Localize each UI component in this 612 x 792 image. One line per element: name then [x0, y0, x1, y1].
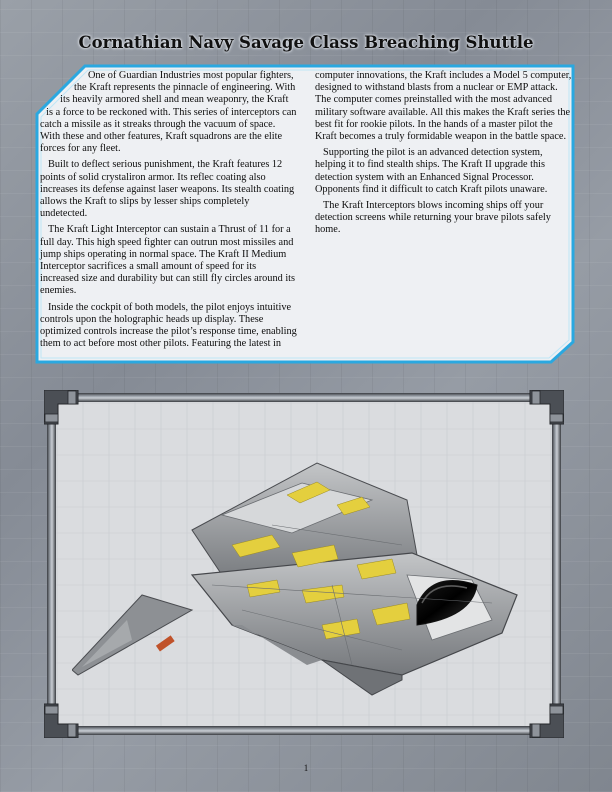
article-paragraph: The Kraft Light Interceptor can sustain a Thrust of 11 for a full day. This high speed fighter can outrun most missiles and jump ships operating in normal space. The Kraft II Medium Interceptor sacrifices a small amount of speed for its increased size and durability but can still fly circles around its enemies. — [40, 224, 296, 297]
article-paragraph: Inside the cockpit of both models, the pilot enjoys intuitive controls upon the holographic heads up display. These optimized controls increase the pilot’s response time, enabling them to act before most other pilots. Featuring the latest in computer innovations, the Kraft includes a Model 5 computer, designed to withstand blasts from a nuclear or EMP attack. The computer comes preinstalled with the most advanced military software available. All this makes the Kraft series the best fit for rookie pilots. In the hands of a master pilot the Kraft becomes a truly formidable weapon in the battle space. — [40, 70, 572, 350]
page-number: 1 — [303, 763, 309, 773]
article-paragraph: One of Guardian Industries most popular fighters, the Kraft represents the pinnacle of engineering. With its heavily armored shell and mean weaponry, the Kraft is a force to be reckoned with. This series of interceptors can catch a missile as it streaks through the vacuum of space. With these and other features, Kraft squadrons are the elite forces for any fleet. — [40, 70, 297, 155]
article-paragraph: Supporting the pilot is an advanced detection system, helping it to find stealth ships. The Kraft II upgrade this detection system with an Enhanced Signal Processor. Opponents find it difficult to catch Kraft pilots unaware. — [315, 147, 548, 195]
page-title: Cornathian Navy Savage Class Breaching Shuttle — [78, 33, 534, 52]
article-body — [40, 70, 572, 362]
article-paragraph: Built to deflect serious punishment, the Kraft features 12 points of solid crystaliron armor. Its reflec coating also increases its defense against laser weapons. Its stealth coating allows the Kraft to slips by lesser ships completely undetected. — [40, 159, 295, 220]
article-paragraph: The Kraft Interceptors blows incoming ships off your detection screens while returning your brave pilots safely home. — [315, 200, 551, 236]
spaceship-illustration — [72, 435, 542, 715]
